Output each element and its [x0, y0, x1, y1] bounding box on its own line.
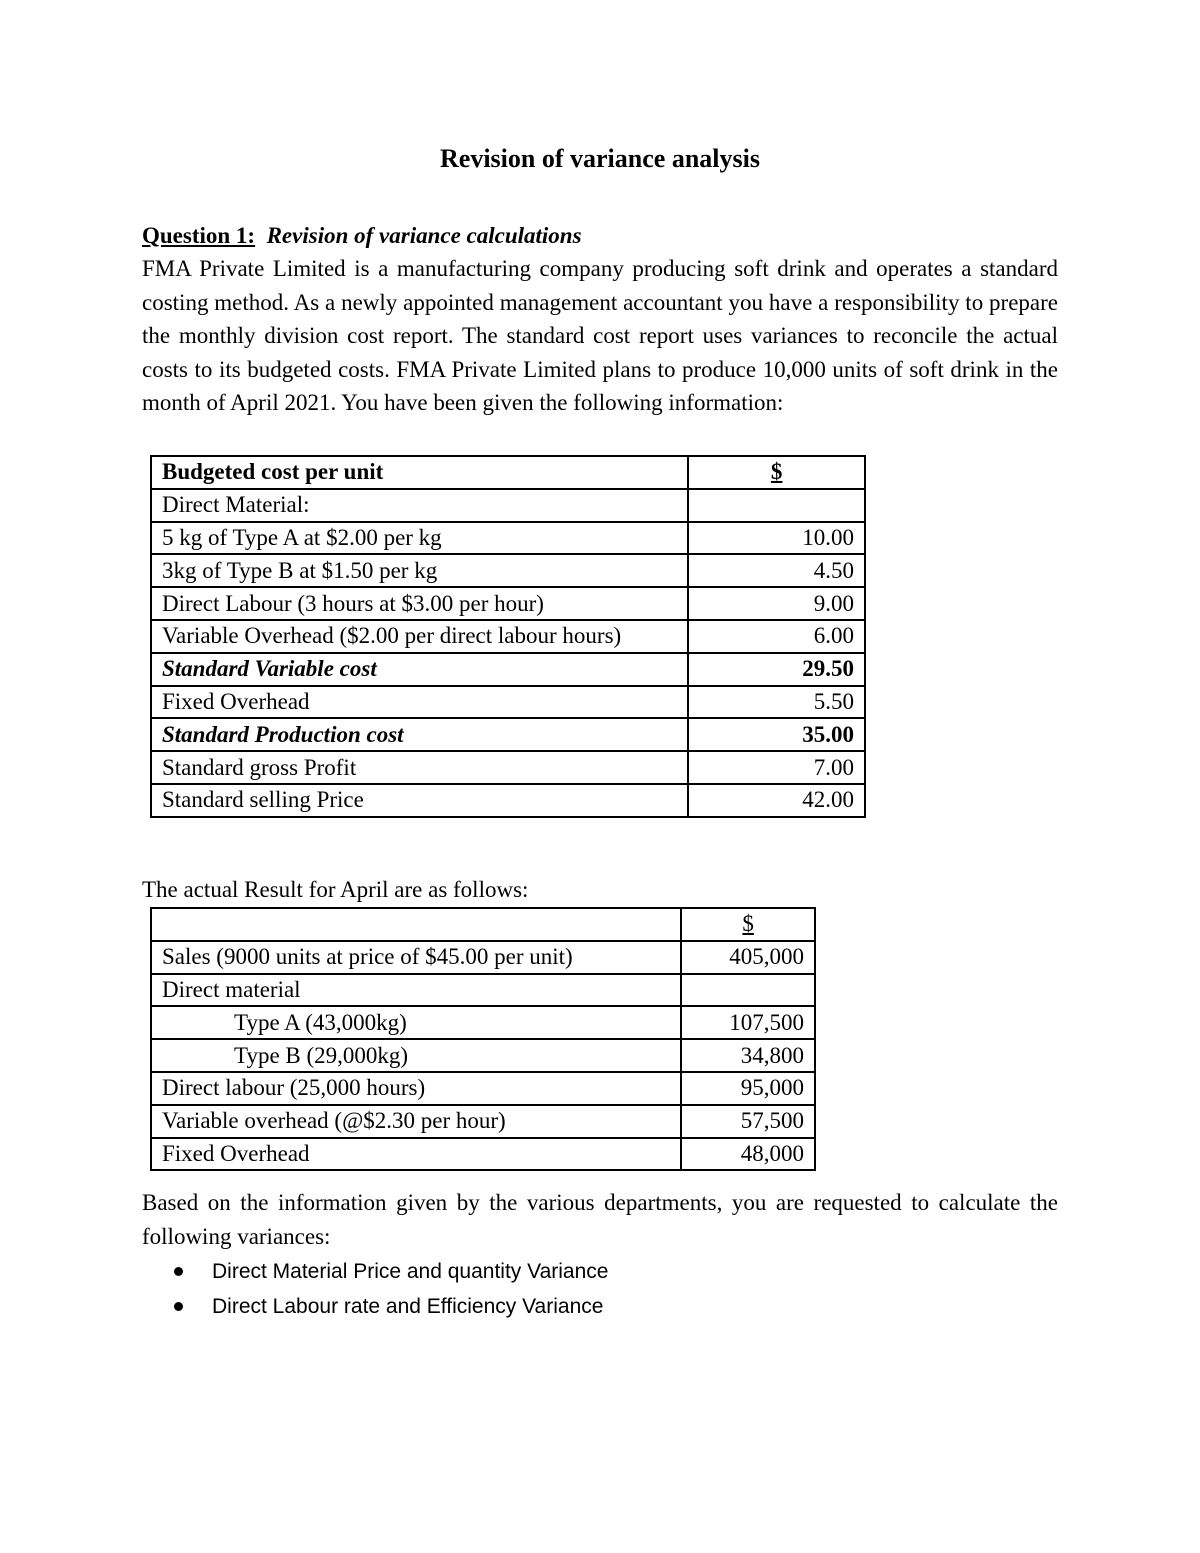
row-label: Standard gross Profit: [151, 751, 688, 784]
row-amount: [688, 489, 865, 522]
row-label: Standard Variable cost: [151, 653, 688, 686]
row-amount: 6.00: [688, 620, 865, 653]
row-amount: 35.00: [688, 718, 865, 751]
row-amount: [681, 974, 815, 1007]
row-label: Direct labour (25,000 hours): [151, 1072, 681, 1105]
row-label: Type B (29,000kg): [151, 1039, 681, 1072]
table-row: [151, 1039, 815, 1072]
row-label: Sales (9000 units at price of $45.00 per unit): [151, 941, 681, 974]
subtotal-row: [151, 653, 865, 686]
table-row: [151, 974, 815, 1007]
list-item: [142, 1290, 608, 1325]
table-row: [151, 620, 865, 653]
table-row: [151, 554, 865, 587]
row-label: Direct Material:: [151, 489, 688, 522]
row-label: Fixed Overhead: [151, 686, 688, 719]
actual-results-table: [150, 907, 816, 1171]
row-label: Direct Labour (3 hours at $3.00 per hour): [151, 587, 688, 620]
document-title: Revision of variance analysis: [440, 144, 760, 173]
header-amount: $: [688, 456, 865, 489]
subtotal-row: [151, 718, 865, 751]
row-amount: 9.00: [688, 587, 865, 620]
budgeted-cost-table: [150, 455, 866, 818]
table-row: [151, 1105, 815, 1138]
row-label: Standard selling Price: [151, 784, 688, 817]
row-label: Variable overhead (@$2.30 per hour): [151, 1105, 681, 1138]
table-header-row: [151, 456, 865, 489]
table-row: [151, 1072, 815, 1105]
bullet-icon: [174, 1267, 183, 1276]
list-item-text: Direct Material Price and quantity Variance: [212, 1260, 609, 1283]
table-row: [151, 587, 865, 620]
header-amount: $: [681, 908, 815, 941]
row-amount: 7.00: [688, 751, 865, 784]
table-row: [151, 784, 865, 817]
row-label: Type A (43,000kg): [151, 1006, 681, 1039]
row-label: Fixed Overhead: [151, 1138, 681, 1171]
header-label: Budgeted cost per unit: [151, 456, 688, 489]
row-amount: 4.50: [688, 554, 865, 587]
table-row: [151, 1138, 815, 1171]
question-number: Question 1:: [142, 223, 256, 248]
table-row: [151, 941, 815, 974]
variance-list: [142, 1255, 608, 1325]
list-item: [142, 1255, 608, 1290]
row-label: Variable Overhead ($2.00 per direct labour hours): [151, 620, 688, 653]
table-row: [151, 686, 865, 719]
table-row: [151, 522, 865, 555]
row-amount: 95,000: [681, 1072, 815, 1105]
row-amount: 57,500: [681, 1105, 815, 1138]
row-amount: 48,000: [681, 1138, 815, 1171]
table-header-row: [151, 908, 815, 941]
table-row: [151, 489, 865, 522]
header-label: [151, 908, 681, 941]
row-amount: 5.50: [688, 686, 865, 719]
actual-results-caption: The actual Result for April are as follows:: [142, 877, 529, 902]
row-amount: 29.50: [688, 653, 865, 686]
row-label: Standard Production cost: [151, 718, 688, 751]
row-label: 3kg of Type B at $1.50 per kg: [151, 554, 688, 587]
row-label: 5 kg of Type A at $2.00 per kg: [151, 522, 688, 555]
question-heading: [142, 219, 582, 252]
bullet-icon: [174, 1302, 183, 1311]
row-amount: 42.00: [688, 784, 865, 817]
question-topic: Revision of variance calculations: [266, 223, 582, 248]
table-row: [151, 1006, 815, 1039]
question-intro: FMA Private Limited is a manufacturing company producing soft drink and operates a standard costing method. As a newly appointed management accountant you have a responsibility to prepare the monthly division cost report. The standard cost report uses variances to reconcile the actual costs to its budgeted costs. FMA Private Limited plans to produce 10,000 units of soft drink in the month of April 2021. You have been given the following information:: [142, 256, 1058, 416]
list-item-text: Direct Labour rate and Efficiency Variance: [212, 1295, 604, 1318]
row-amount: 405,000: [681, 941, 815, 974]
row-amount: 34,800: [681, 1039, 815, 1072]
row-amount: 10.00: [688, 522, 865, 555]
row-amount: 107,500: [681, 1006, 815, 1039]
row-label: Direct material: [151, 974, 681, 1007]
table-row: [151, 751, 865, 784]
request-text: Based on the information given by the various departments, you are requested to calculate the following variances:: [142, 1190, 1058, 1249]
